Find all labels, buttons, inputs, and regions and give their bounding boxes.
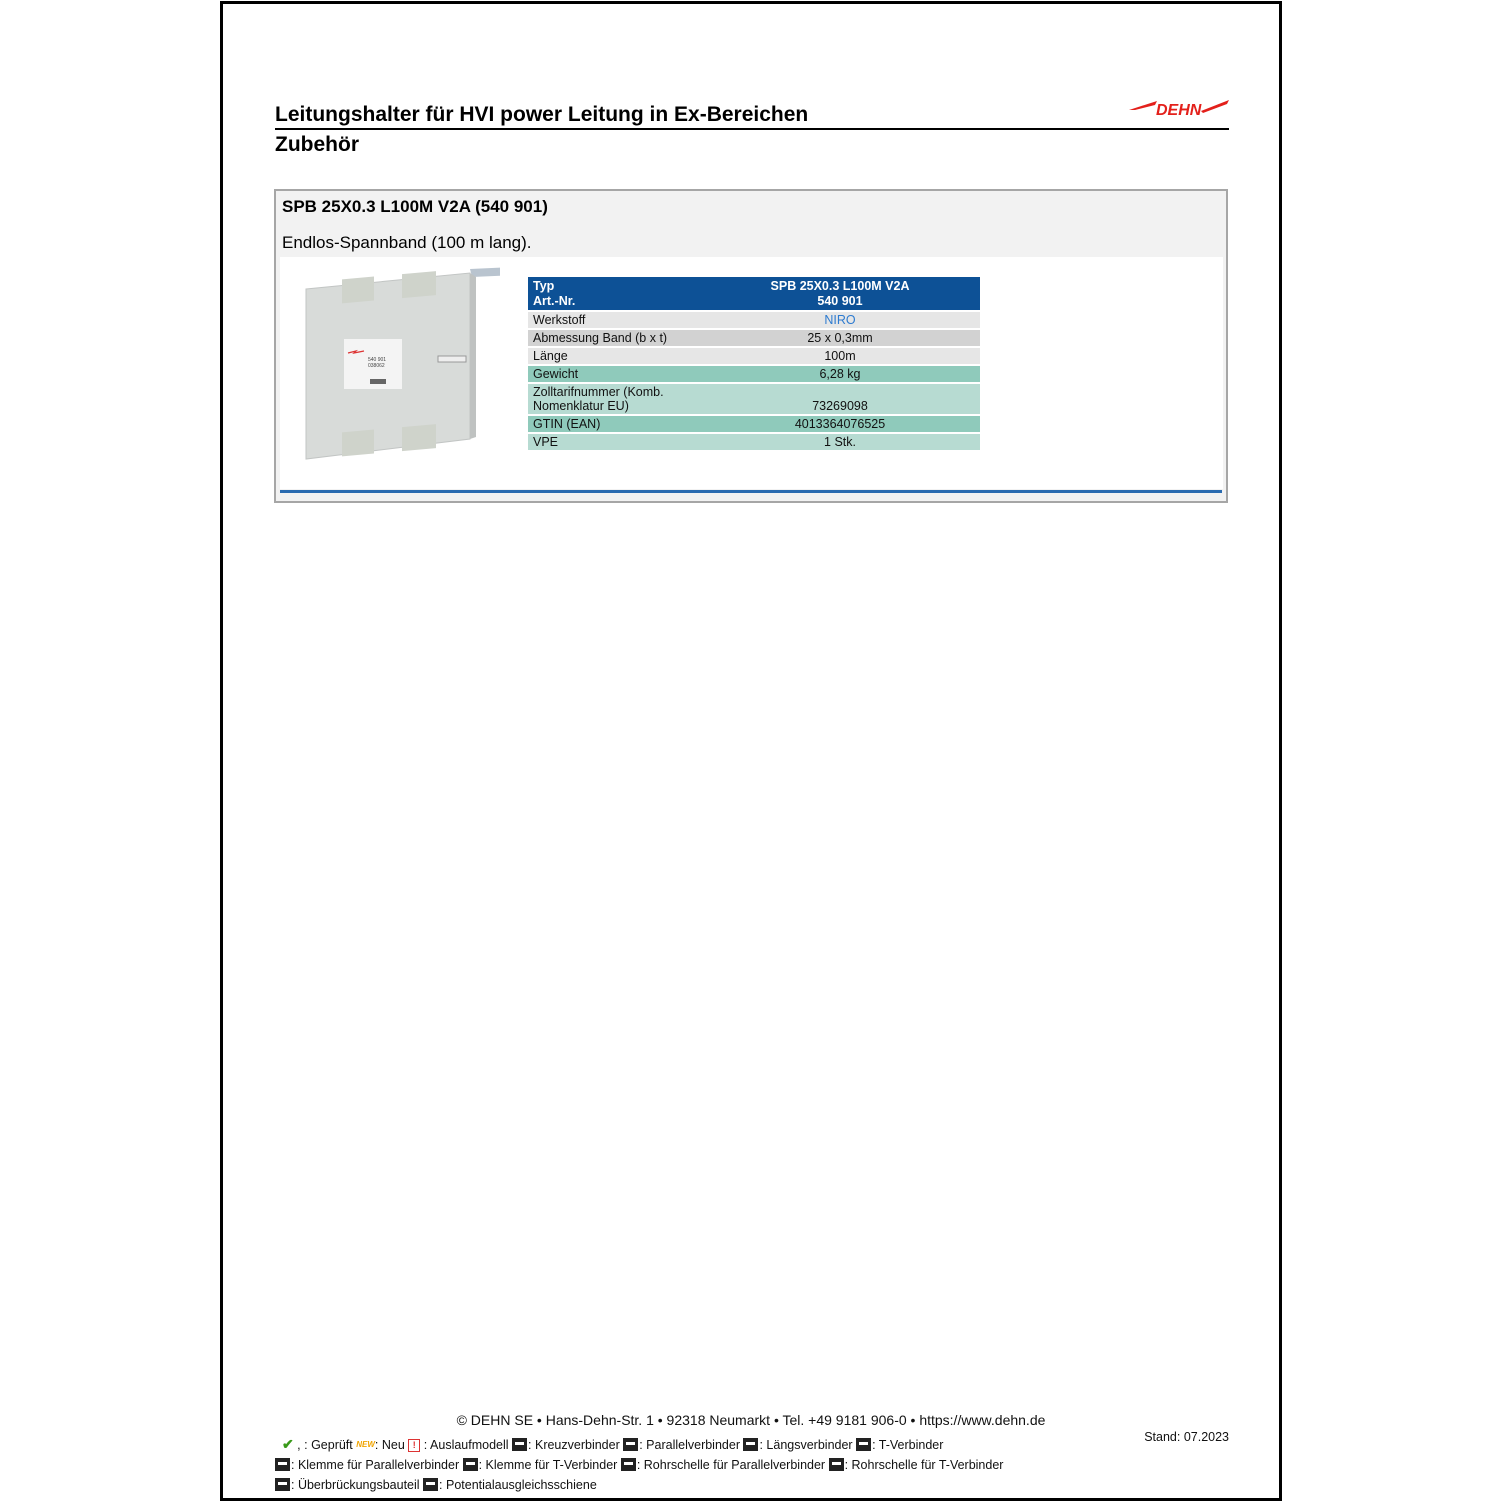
legend-text: : Neu — [374, 1438, 405, 1452]
checkmark-icon: ✔ — [281, 1436, 294, 1452]
laengsverbinder-icon — [743, 1438, 758, 1451]
spec-label: Abmessung Band (b x t) — [528, 329, 700, 347]
potentialausgleich-icon — [423, 1478, 438, 1491]
artnr-value: 540 901 — [817, 294, 863, 308]
legend-text: : Rohrschelle für Parallelverbinder — [636, 1458, 826, 1472]
spec-row-abmessung — [528, 329, 980, 347]
svg-text:DEHN: DEHN — [1156, 102, 1202, 119]
legend-text: : Längsverbinder — [759, 1438, 853, 1452]
rohrschelle-t-icon — [829, 1458, 844, 1471]
footer-address: © DEHN SE • Hans-Dehn-Str. 1 • 92318 Neumarkt • Tel. +49 9181 906-0 • https://www.dehn.de — [456, 1412, 1046, 1428]
typ-value: SPB 25X0.3 L100M V2A — [770, 279, 910, 293]
svg-text:540 901: 540 901 — [368, 357, 387, 363]
footer-legend — [275, 1434, 1075, 1495]
new-badge-icon: NEW — [356, 1440, 375, 1449]
spec-header-row — [528, 277, 980, 311]
werkstoff-link[interactable]: NIRO — [700, 311, 980, 329]
legend-text: : Potentialausgleichsschiene — [439, 1478, 597, 1492]
spec-value: 100m — [700, 347, 980, 365]
spec-row-werkstoff — [528, 311, 980, 329]
page-title: Leitungshalter für HVI power Leitung in Ex-Bereichen — [275, 102, 1229, 130]
klemme-t-icon — [463, 1458, 478, 1471]
product-image — [300, 261, 500, 466]
spec-header-value — [700, 277, 980, 311]
product-name: SPB 25X0.3 L100M V2A (540 901) — [282, 197, 548, 216]
product-description: Endlos-Spannband (100 m lang). — [282, 233, 532, 252]
legend-text: : Auslaufmodell — [420, 1438, 509, 1452]
rohrschelle-parallel-icon — [621, 1458, 636, 1471]
legend-text: : Rohrschelle für T-Verbinder — [844, 1458, 1004, 1472]
dehn-logo — [1129, 96, 1229, 122]
spec-label: Gewicht — [528, 365, 700, 383]
product-detail-panel — [280, 257, 1223, 489]
legend-text: , : Geprüft — [297, 1438, 353, 1452]
legend-text: : Parallelverbinder — [639, 1438, 740, 1452]
t-verbinder-icon — [856, 1438, 871, 1451]
section-divider — [280, 490, 1222, 493]
spec-value: 4013364076525 — [700, 415, 980, 433]
spec-label: VPE — [528, 433, 700, 451]
spec-row-laenge — [528, 347, 980, 365]
spec-row-zolltarif — [528, 383, 980, 415]
parallelverbinder-icon — [623, 1438, 638, 1451]
legend-text: : T-Verbinder — [872, 1438, 944, 1452]
spec-label: Werkstoff — [528, 311, 700, 329]
svg-text:038062: 038062 — [368, 363, 385, 369]
legend-text: : Klemme für Parallelverbinder — [291, 1458, 460, 1472]
spec-label: GTIN (EAN) — [528, 415, 700, 433]
footer-stand-date: Stand: 07.2023 — [1144, 1430, 1229, 1444]
product-card — [274, 189, 1228, 503]
spec-row-gtin — [528, 415, 980, 433]
spec-label — [528, 383, 700, 415]
datasheet-page — [220, 1, 1282, 1501]
spec-label: Länge — [528, 347, 700, 365]
kreuzverbinder-icon — [512, 1438, 527, 1451]
spec-header-label — [528, 277, 700, 311]
typ-label: Typ — [533, 279, 555, 293]
legend-line-1 — [275, 1434, 1075, 1455]
spec-row-gewicht — [528, 365, 980, 383]
legend-text: : Kreuzverbinder — [528, 1438, 620, 1452]
spec-label-line: Zolltarifnummer (Komb. — [533, 385, 664, 399]
page-header — [275, 102, 1229, 158]
spec-table — [528, 277, 980, 452]
spec-value: 73269098 — [700, 383, 980, 415]
ueberbrueckung-icon — [275, 1478, 290, 1491]
warning-icon: ! — [408, 1439, 420, 1452]
spec-value: 6,28 kg — [700, 365, 980, 383]
legend-text: : Klemme für T-Verbinder — [478, 1458, 618, 1472]
legend-text: : Überbrückungsbauteil — [291, 1478, 420, 1492]
page-subtitle: Zubehör — [275, 133, 359, 156]
artnr-label: Art.-Nr. — [533, 294, 576, 308]
spec-row-vpe — [528, 433, 980, 451]
klemme-parallel-icon — [275, 1458, 290, 1471]
legend-line-3 — [275, 1475, 1075, 1495]
legend-line-2 — [275, 1455, 1075, 1475]
spec-value: 1 Stk. — [700, 433, 980, 451]
spec-value: 25 x 0,3mm — [700, 329, 980, 347]
spec-label-line: Nomenklatur EU) — [533, 399, 629, 413]
